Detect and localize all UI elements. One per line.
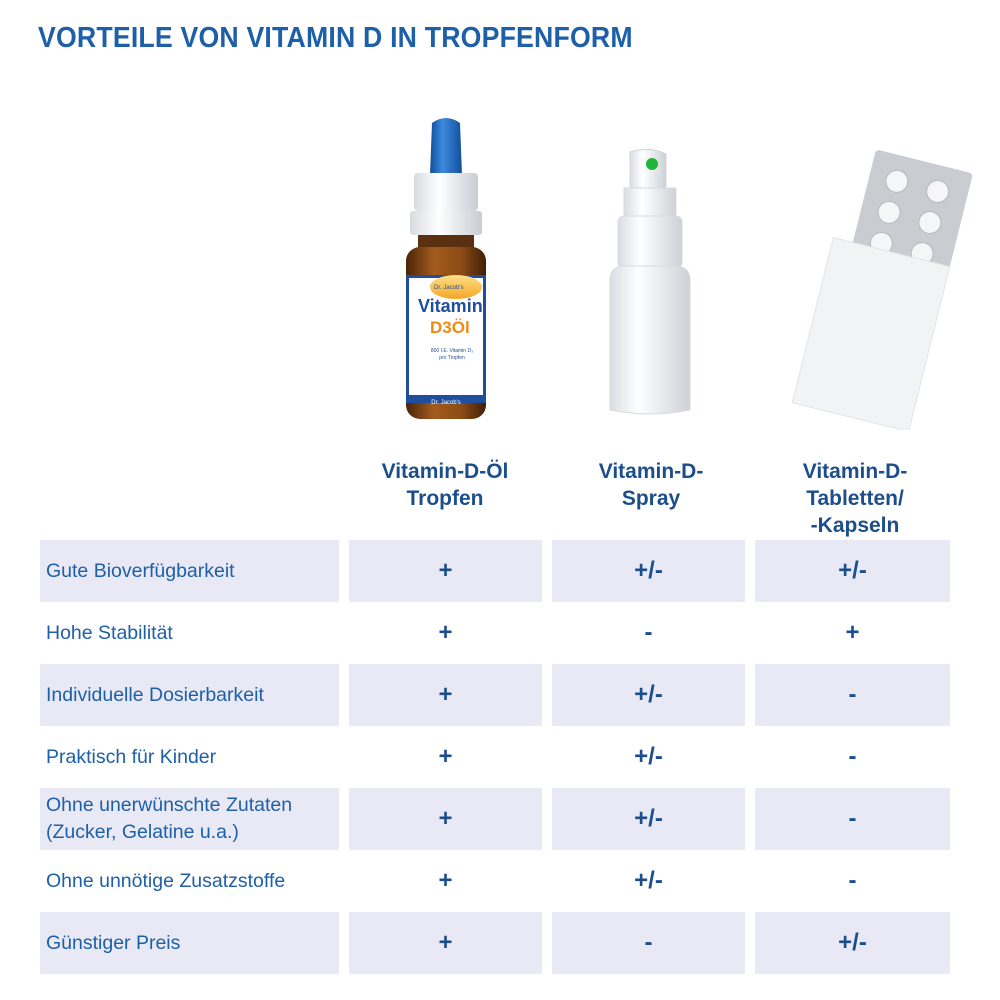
value-cell xyxy=(755,726,950,788)
rating-value: - xyxy=(848,805,857,832)
rating-value: - xyxy=(848,743,857,770)
column-header-tablets xyxy=(755,458,955,539)
rating-value: + xyxy=(438,929,453,956)
value-cell xyxy=(755,850,950,912)
row-label-cell xyxy=(40,540,339,602)
rating-value: +/- xyxy=(634,557,663,584)
rating-value: +/- xyxy=(634,867,663,894)
rating-value: +/- xyxy=(634,805,663,832)
bottle-label-footer: Dr. Jacob's xyxy=(431,400,461,406)
header-line: Vitamin-D- xyxy=(598,460,704,483)
row-label-cell xyxy=(40,602,339,664)
value-cell xyxy=(755,664,950,726)
value-cell xyxy=(755,602,950,664)
row-label: Hohe Stabilität xyxy=(46,621,173,644)
bottle-dose-line: 800 I.E. Vitamin D₃ xyxy=(430,348,474,354)
table-row xyxy=(40,788,950,850)
column-header-spray xyxy=(551,458,751,512)
rating-value: +/- xyxy=(838,557,867,584)
header-line: Tropfen xyxy=(406,487,484,510)
column-header-oil-drops xyxy=(345,458,545,512)
row-label-cell xyxy=(40,726,339,788)
rating-value: + xyxy=(438,681,453,708)
value-cell xyxy=(349,540,542,602)
row-label: Praktisch für Kinder xyxy=(46,745,217,768)
row-label-cell xyxy=(40,788,339,850)
value-cell xyxy=(552,912,745,974)
comparison-table xyxy=(40,540,950,974)
value-cell xyxy=(349,602,542,664)
value-cell xyxy=(349,664,542,726)
row-label: Gute Bioverfügbarkeit xyxy=(46,559,235,582)
rating-value: + xyxy=(845,619,860,646)
rating-value: +/- xyxy=(634,681,663,708)
value-cell xyxy=(552,602,745,664)
bottle-dose-line: pro Tropfen xyxy=(439,355,465,361)
rating-value: - xyxy=(644,619,653,646)
value-cell xyxy=(755,540,950,602)
rating-value: - xyxy=(644,929,653,956)
bottle-label-dose xyxy=(420,348,484,362)
rating-value: - xyxy=(848,867,857,894)
value-cell xyxy=(552,726,745,788)
rating-value: + xyxy=(438,805,453,832)
value-cell xyxy=(349,788,542,850)
vitamin-d-spray-bottle-image xyxy=(602,148,698,418)
row-label: Ohne unerwünschte Zutaten (Zucker, Gelatine u.a.) xyxy=(46,794,293,843)
rating-value: - xyxy=(848,681,857,708)
value-cell xyxy=(552,540,745,602)
value-cell xyxy=(349,850,542,912)
rating-value: +/- xyxy=(634,743,663,770)
table-row xyxy=(40,664,950,726)
header-line: Spray xyxy=(621,487,681,510)
bottle-label-brand: Dr. Jacob's xyxy=(434,285,464,291)
value-cell xyxy=(349,912,542,974)
value-cell xyxy=(552,664,745,726)
value-cell xyxy=(755,912,950,974)
row-label: Günstiger Preis xyxy=(46,931,181,954)
header-line: -Kapseln xyxy=(810,514,900,537)
value-cell xyxy=(755,788,950,850)
row-label-cell xyxy=(40,912,339,974)
table-row xyxy=(40,850,950,912)
vitamin-d-oil-bottle-image xyxy=(396,115,496,425)
table-row xyxy=(40,540,950,602)
header-line: Tabletten/ xyxy=(806,487,904,510)
value-cell xyxy=(552,850,745,912)
header-line: Vitamin-D-Öl xyxy=(381,460,509,483)
value-cell xyxy=(349,726,542,788)
bottle-label-sub: D3Öl xyxy=(430,318,470,337)
header-line: Vitamin-D- xyxy=(802,460,908,483)
row-label-cell xyxy=(40,664,339,726)
rating-value: + xyxy=(438,867,453,894)
value-cell xyxy=(552,788,745,850)
row-label: Ohne unnötige Zusatzstoffe xyxy=(46,869,286,892)
table-row xyxy=(40,726,950,788)
rating-value: + xyxy=(438,743,453,770)
vitamin-d-tablets-blister-image xyxy=(782,150,974,430)
table-row xyxy=(40,602,950,664)
rating-value: + xyxy=(438,557,453,584)
rating-value: + xyxy=(438,619,453,646)
row-label-cell xyxy=(40,850,339,912)
page-title: VORTEILE VON VITAMIN D IN TROPFENFORM xyxy=(38,22,633,54)
row-label: Individuelle Dosierbarkeit xyxy=(46,683,264,706)
table-row xyxy=(40,912,950,974)
rating-value: +/- xyxy=(838,929,867,956)
bottle-label-name: Vitamin xyxy=(418,296,483,316)
